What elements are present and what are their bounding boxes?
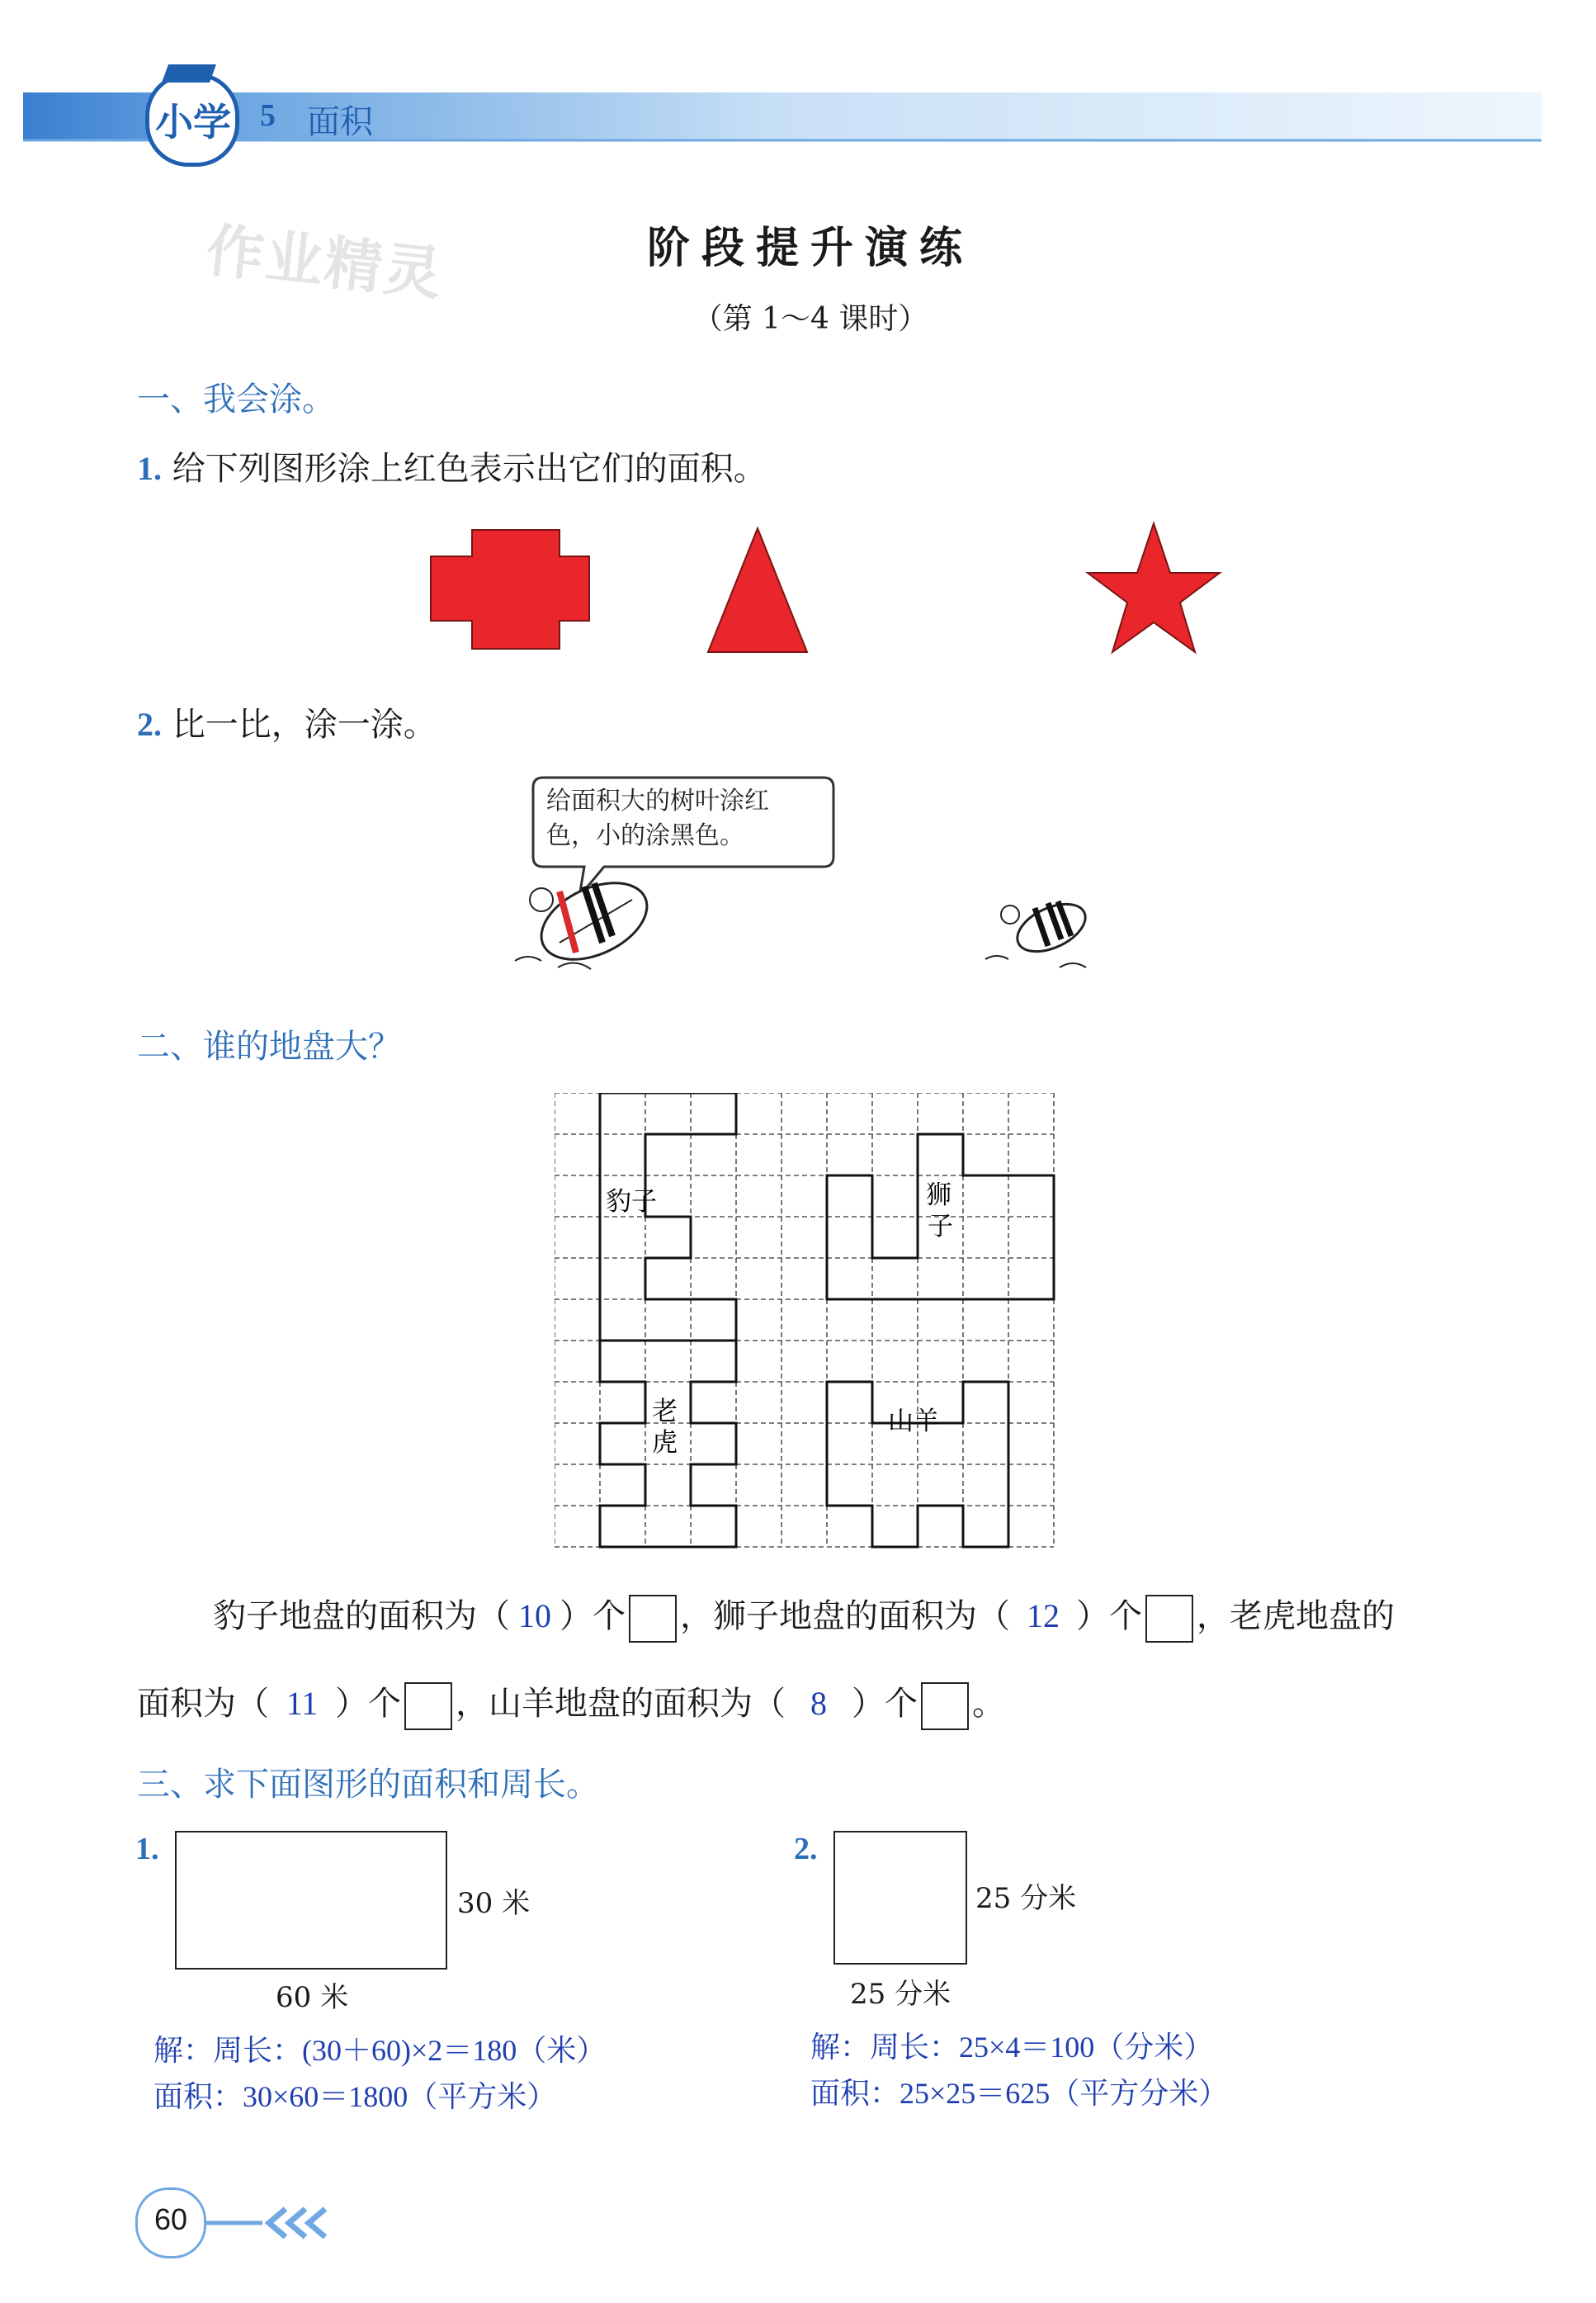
sentence-line-2 [137,1677,1499,1730]
fig2-solution [810,2024,1228,2116]
tiger-label-2: 虎 [652,1428,678,1458]
fig1-solution-perimeter: 解：周长：(30＋60)×2＝180（米） [153,2034,607,2067]
text-leopard-area: 豹子地盘的面积为（ [213,1597,510,1635]
page-title: 阶段提升演练 [646,223,974,273]
fig1-side-label: 30 米 [457,1887,531,1920]
fig2-side-label: 25 分米 [975,1882,1077,1915]
page-number: 60 [153,2202,188,2236]
triangle-shape [708,528,807,652]
fig1-solution [153,2027,606,2120]
square-figure [833,1831,967,1965]
fig2-solution-perimeter: 解：周长：25×4＝100（分米） [810,2031,1214,2064]
header-bar [23,92,1542,144]
fig1-solution-area: 面积：30×60＝1800（平方米） [153,2080,557,2113]
text-period: 。 [972,1685,1005,1723]
q1-number: 1. [137,450,162,487]
leopard-label: 豹子 [606,1187,657,1217]
bubble-line-2: 色，小的涂黑色。 [546,821,744,850]
text-goat-area: ，山羊地盘的面积为（ [456,1685,786,1723]
territory-grid [555,1093,1060,1552]
star-shape [1088,523,1220,652]
answer-goat: 8 [810,1685,827,1722]
fig1-bottom-label: 60 米 [276,1981,349,2014]
bubble-text [546,784,769,854]
answer-leopard: 10 [518,1597,551,1634]
logo-cap-icon [162,64,216,83]
sentence-line-1 [137,1590,1499,1643]
fig2-bottom-label: 25 分米 [850,1978,951,2011]
q1-text: 给下列图形涂上红色表示出它们的面积。 [172,450,767,488]
cross-shape [431,530,589,649]
fig2-number: 2. [794,1832,818,1866]
text-tiger-area-end: 面积为（ [137,1685,269,1723]
section3-heading: 三、求下面图形的面积和周长。 [137,1766,599,1804]
rectangle-figure [175,1831,447,1970]
section2-sentence [137,1590,1499,1730]
text-unit-4: ）个 [852,1685,918,1723]
chapter-title: 面积 [307,103,373,141]
q2-row [137,698,437,745]
answer-lion: 12 [1027,1597,1060,1634]
bubble-line-1: 给面积大的树叶涂红 [546,787,769,816]
lion-label-2: 子 [928,1212,953,1241]
page-subtitle: （第 1～4 课时） [692,302,928,336]
shapes-figure [388,505,1279,692]
q2-number: 2. [137,706,162,743]
watermark: 作业精灵 [202,216,446,309]
large-leaf-character [508,867,657,974]
unit-square-box-2 [1145,1595,1193,1643]
answer-tiger: 11 [286,1685,319,1722]
unit-square-box-4 [921,1682,969,1730]
logo-text: 小学 [155,100,231,144]
section1-heading: 一、我会涂。 [137,381,335,419]
text-tiger-area-start: ，老虎地盘的 [1197,1597,1395,1635]
text-unit-2: ）个 [1076,1597,1142,1635]
text-lion-area: ，狮子地盘的面积为（ [680,1597,1010,1635]
q2-text: 比一比，涂一涂。 [172,706,437,744]
header-band [23,92,1542,144]
fig2-solution-area: 面积：25×25＝625（平方分米） [810,2077,1229,2110]
chapter-number: 5 [260,98,276,133]
q1-row [137,442,767,489]
goat-label: 山羊 [888,1407,939,1436]
arrow-decoration-icon [205,2202,328,2244]
tiger-label-1: 老 [652,1397,678,1426]
small-leaf-character [980,891,1104,974]
unit-square-box-3 [404,1682,452,1730]
text-unit-3: ）个 [335,1685,401,1723]
fig1-number: 1. [135,1832,159,1866]
unit-square-box-1 [629,1595,677,1643]
section2-heading: 二、谁的地盘大？ [137,1028,401,1066]
text-unit-1: ）个 [560,1597,626,1635]
lion-label-1: 狮 [926,1180,951,1210]
